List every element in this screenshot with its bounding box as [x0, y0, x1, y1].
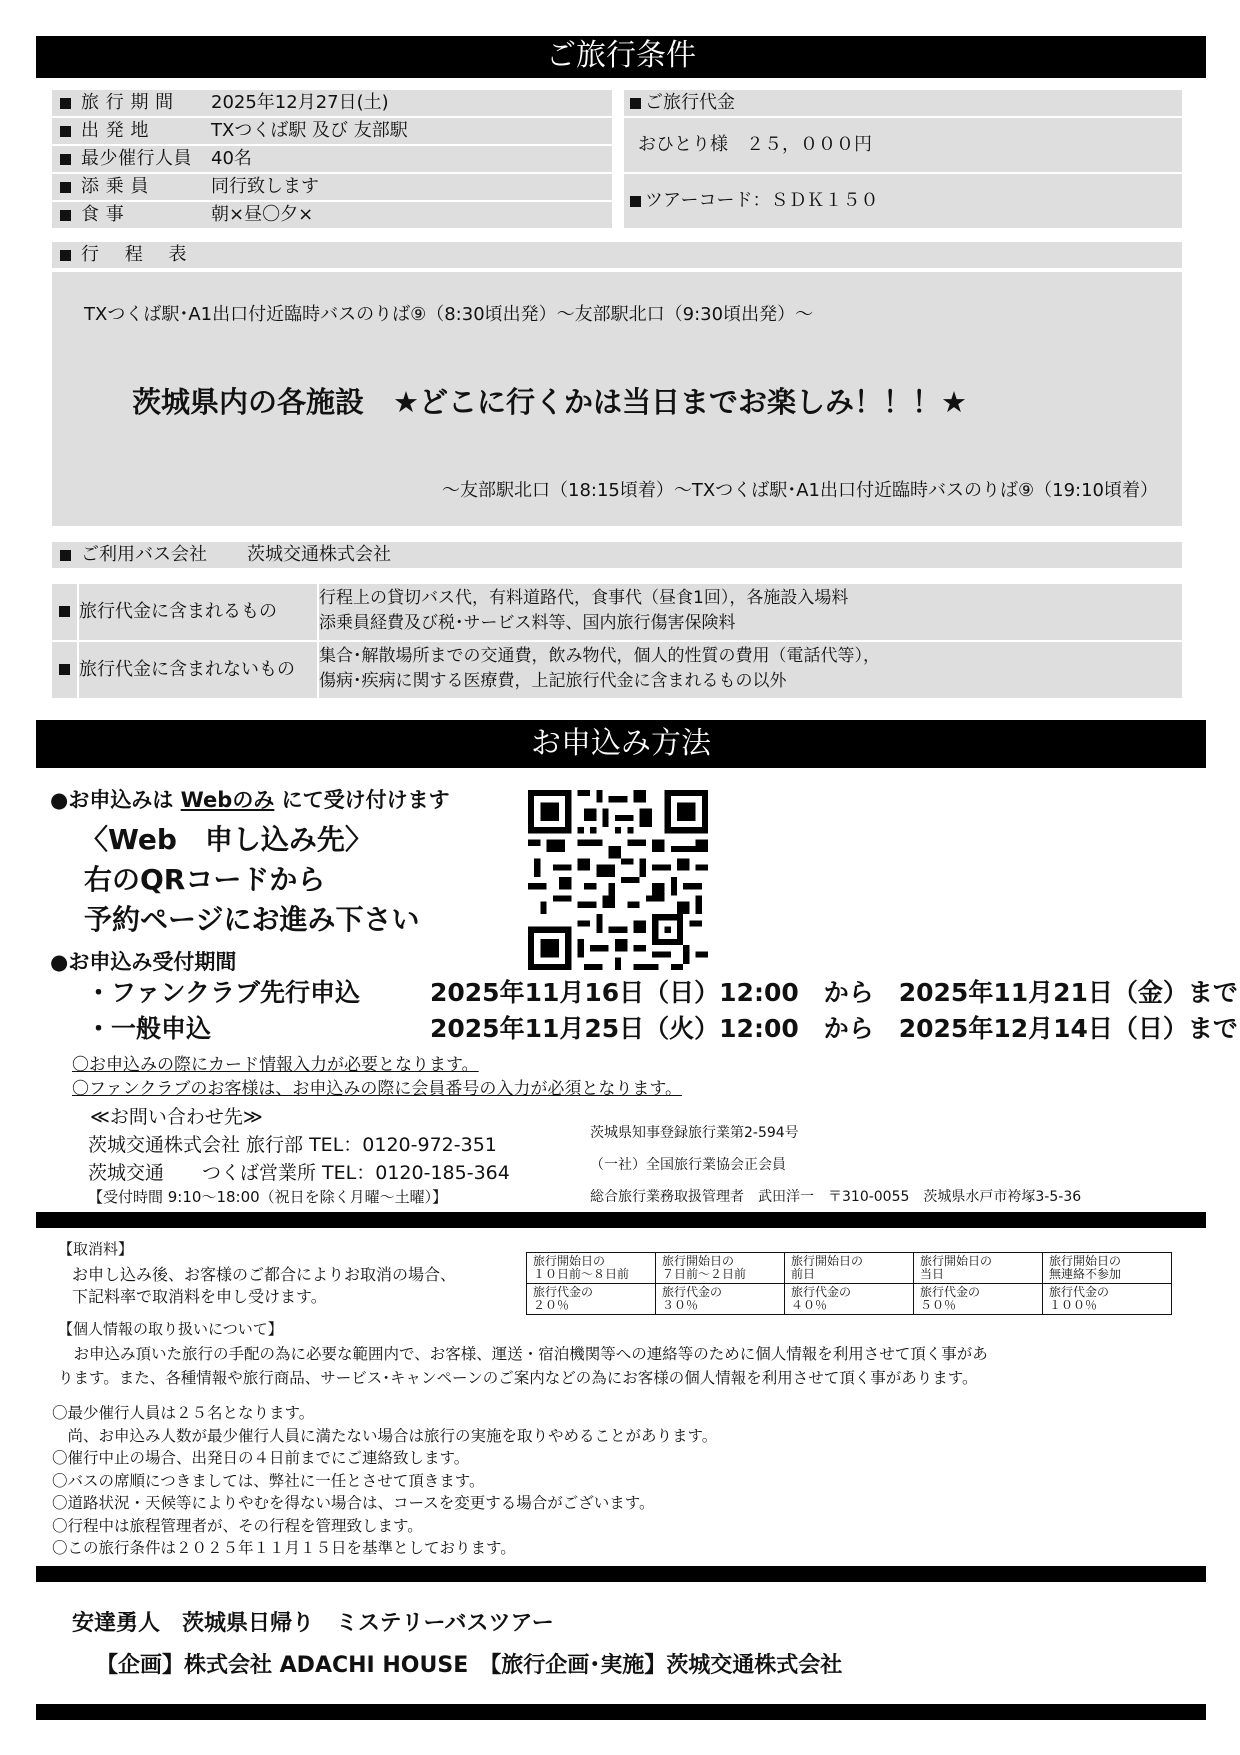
cancel-head-text: 無連絡不参加: [1049, 1267, 1122, 1281]
section-divider: [36, 1212, 1206, 1228]
fanclub-period: 2025年11月16日（日）12:00 から 2025年11月21日（金）まで: [430, 978, 1238, 1007]
cancel-text-2: 下記料率で取消料を申し受けます。: [72, 1287, 327, 1306]
square-bullet-icon: [630, 196, 641, 207]
privacy-text-2: ります。また、各種情報や旅行商品、サービス･キャンペーンのご案内などの為にお客様の個人情報を利用させて頂く事があります。: [58, 1369, 978, 1387]
cancel-rate-text: 旅行代金の: [791, 1285, 852, 1299]
tour-name: 安達勇人 茨城県日帰り ミステリーバスツアー: [72, 1611, 554, 1636]
price-value: おひとり様 ２５，０００円: [638, 134, 872, 155]
general-label: ・一般申込: [86, 1014, 212, 1043]
registration-number: 茨城県知事登録旅行業第2-594号: [590, 1125, 799, 1141]
square-bullet-icon: [60, 210, 71, 221]
cancel-head-text: １０日前～８日前: [533, 1267, 630, 1281]
notes-list: [52, 1402, 717, 1560]
price-label-row: [624, 90, 1182, 116]
planner-info: 【企画】株式会社 ADACHI HOUSE 【旅行企画･実施】茨城交通株式会社: [96, 1653, 843, 1678]
excluded-text-2: 傷病･疾病に関する医療費，上記旅行代金に含まれるもの以外: [319, 671, 787, 691]
excluded-text-1: 集合･解散場所までの交通費，飲み物代，個人的性質の費用（電話代等），: [319, 646, 880, 666]
cancel-head-text: 旅行開始日の: [1049, 1254, 1122, 1268]
reception-hours: 【受付時間 9:10～18:00（祝日を除く月曜～土曜）】: [88, 1188, 448, 1206]
excluded-row: [52, 642, 1182, 698]
condition-label: 食 事: [81, 204, 125, 225]
apply-title: お申込み方法: [531, 726, 711, 761]
bus-row: [52, 542, 1182, 568]
cancel-rate-cell: [656, 1284, 785, 1315]
cancel-head-text: 旅行開始日の: [533, 1254, 606, 1268]
condition-row-meals: [52, 202, 612, 228]
section-divider: [36, 1566, 1206, 1582]
cancel-head-text: 前日: [791, 1267, 816, 1281]
general-period: 2025年11月25日（火）12:00 から 2025年12月14日（日）まで: [430, 1014, 1238, 1043]
cancel-rate-cell: [527, 1284, 656, 1315]
web-only-text: Webのみ: [180, 788, 275, 812]
web-suffix: にて受け付けます: [274, 788, 450, 812]
contact-title: ≪お問い合わせ先≫: [90, 1106, 263, 1128]
price-label: ご旅行代金: [645, 92, 735, 113]
bus-label: ご利用バス会社: [81, 544, 207, 565]
divider: [317, 642, 319, 698]
contact-line-2: 茨城交通 つくば営業所 TEL：0120-185-364: [88, 1162, 510, 1184]
itinerary-outbound: TXつくば駅･A1出口付近臨時バスのりば⑨（8:30頃出発）～友部駅北口（9:30頃出発）～: [84, 304, 814, 325]
cancel-rate-text: ４０％: [791, 1298, 828, 1312]
cancel-rate-text: ３０％: [662, 1298, 699, 1312]
condition-label: 最少催行人員: [81, 148, 192, 169]
cancel-rate-cell: [785, 1284, 914, 1315]
qr-code-icon[interactable]: [528, 790, 708, 970]
cancel-rate-text: 旅行代金の: [533, 1285, 594, 1299]
association-member: （一社）全国旅行業協会正会員: [590, 1157, 786, 1173]
note-item: 尚、お申込み人数が最少催行人員に満たない場合は旅行の実施を取りやめることがあります。: [52, 1426, 718, 1445]
itinerary-box: [52, 272, 1182, 526]
itinerary-label-row: [52, 242, 1182, 268]
condition-label: 旅 行 期 間: [81, 92, 174, 113]
contact-line-1: 茨城交通株式会社 旅行部 TEL：0120-972-351: [88, 1134, 497, 1156]
square-bullet-icon: [630, 98, 641, 109]
conditions-header: [36, 36, 1206, 78]
itinerary-return: ～友部駅北口（18:15頃着）～TXつくば駅･A1出口付近臨時バスのりば⑨（19:10頃着）: [442, 480, 1158, 501]
condition-row-departure: [52, 118, 612, 144]
included-bullet-cell: [52, 584, 77, 640]
privacy-text-1: お申込み頂いた旅行の手配の為に必要な範囲内で、お客様、運送・宿泊機関等への連絡等のために個人情報を利用させて頂く事があ: [58, 1345, 988, 1363]
cancel-head-cell: [1043, 1253, 1172, 1284]
square-bullet-icon: [60, 182, 71, 193]
note-item: 〇バスの席順につきましては、弊社に一任とさせて頂きます。: [52, 1471, 485, 1490]
cancel-head-cell: [656, 1253, 785, 1284]
itinerary-label: 行 程 表: [81, 244, 197, 265]
square-bullet-icon: [60, 126, 71, 137]
excluded-label: 旅行代金に含まれないもの: [79, 659, 295, 680]
square-bullet-icon: [60, 250, 71, 261]
cancel-title: 【取消料】: [58, 1240, 134, 1258]
qr-instruction-1: 右のQRコードから: [84, 863, 326, 896]
divider: [77, 584, 79, 640]
tour-code: ツアーコード：ＳＤＫ１５０: [645, 190, 879, 211]
cancel-rate-text: 旅行代金の: [662, 1285, 723, 1299]
cancel-head-row: [527, 1253, 1172, 1284]
travel-manager: 総合旅行業務取扱管理者 武田洋一 〒310-0055 茨城県水戸市袴塚3-5-36: [590, 1189, 1082, 1205]
cancel-head-text: 旅行開始日の: [662, 1254, 735, 1268]
square-bullet-icon: [60, 154, 71, 165]
period-title: ●お申込み受付期間: [50, 950, 237, 974]
condition-value: 2025年12月27日(土): [211, 92, 389, 113]
privacy-title: 【個人情報の取り扱いについて】: [58, 1320, 283, 1338]
tour-code-row: [624, 174, 1182, 228]
bottom-bar: [36, 1704, 1206, 1720]
square-bullet-icon: [59, 664, 70, 675]
member-number-note: 〇ファンクラブのお客様は、お申込みの際に会員番号の入力が必須となります。: [72, 1079, 682, 1099]
web-destination-heading: 〈Web 申し込み先〉: [80, 823, 373, 856]
fanclub-label: ・ファンクラブ先行申込: [86, 978, 361, 1007]
cancel-rate-text: ２０％: [533, 1298, 570, 1312]
card-info-note: 〇お申込みの際にカード情報入力が必要となります。: [72, 1055, 479, 1075]
cancel-rate-text: 旅行代金の: [1049, 1285, 1110, 1299]
web-only-line: [50, 784, 450, 814]
divider: [317, 584, 319, 640]
cancel-rate-cell: [1043, 1284, 1172, 1315]
cancel-head-text: ７日前～２日前: [662, 1267, 747, 1281]
cancel-head-cell: [785, 1253, 914, 1284]
cancel-text-1: お申し込み後、お客様のご都合によりお取消の場合、: [72, 1265, 457, 1284]
included-row: [52, 584, 1182, 640]
condition-value: 同行致します: [211, 176, 319, 197]
square-bullet-icon: [59, 606, 70, 617]
note-item: 〇行程中は旅程管理者が、その行程を管理致します。: [52, 1516, 423, 1535]
cancel-head-cell: [527, 1253, 656, 1284]
cancel-fee-table: [526, 1252, 1172, 1315]
web-prefix: ●お申込みは: [50, 788, 181, 812]
note-item: 〇道路状況・天候等によりやむを得ない場合は、コースを変更する場合がございます。: [52, 1494, 655, 1512]
note-item: 〇この旅行条件は２０２５年１１月１５日を基準としております。: [52, 1539, 516, 1557]
cancel-head-text: 旅行開始日の: [791, 1254, 864, 1268]
excluded-bullet-cell: [52, 642, 77, 698]
itinerary-highlight: 茨城県内の各施設 ★どこに行くかは当日までお楽しみ！！！★: [132, 385, 967, 419]
cancel-rate-cell: [914, 1284, 1043, 1315]
cancel-head-text: 旅行開始日の: [920, 1254, 993, 1268]
qr-instruction-2: 予約ページにお進み下さい: [84, 903, 420, 936]
condition-row-minimum: [52, 146, 612, 172]
cancel-rate-text: １００％: [1049, 1298, 1098, 1312]
condition-label: 出 発 地: [81, 120, 149, 141]
condition-label: 添 乗 員: [81, 176, 149, 197]
cancel-head-text: 当日: [920, 1267, 945, 1281]
cancel-head-cell: [914, 1253, 1043, 1284]
condition-value: 40名: [211, 148, 252, 169]
included-text-1: 行程上の貸切バス代，有料道路代，食事代（昼食1回），各施設入場料: [319, 588, 849, 608]
divider: [77, 642, 79, 698]
price-value-row: [624, 118, 1182, 172]
condition-value: TXつくば駅 及び 友部駅: [211, 120, 408, 141]
square-bullet-icon: [60, 98, 71, 109]
cancel-rate-text: 旅行代金の: [920, 1285, 981, 1299]
included-label: 旅行代金に含まれるもの: [79, 584, 317, 640]
bus-value: 茨城交通株式会社: [247, 544, 391, 565]
condition-row-period: [52, 90, 612, 116]
conditions-title: ご旅行条件: [546, 38, 696, 73]
cancel-rate-row: [527, 1284, 1172, 1315]
condition-row-conductor: [52, 174, 612, 200]
note-item: 〇催行中止の場合、出発日の４日前までにご連絡致します。: [52, 1449, 470, 1467]
condition-value: 朝×昼〇夕×: [211, 204, 314, 225]
square-bullet-icon: [60, 550, 71, 561]
included-text-2: 添乗員経費及び税･サービス料等、国内旅行傷害保険料: [319, 613, 736, 633]
apply-header: [36, 720, 1206, 768]
note-item: 〇最少催行人員は２５名となります。: [52, 1404, 315, 1422]
cancel-rate-text: ５０％: [920, 1298, 957, 1312]
